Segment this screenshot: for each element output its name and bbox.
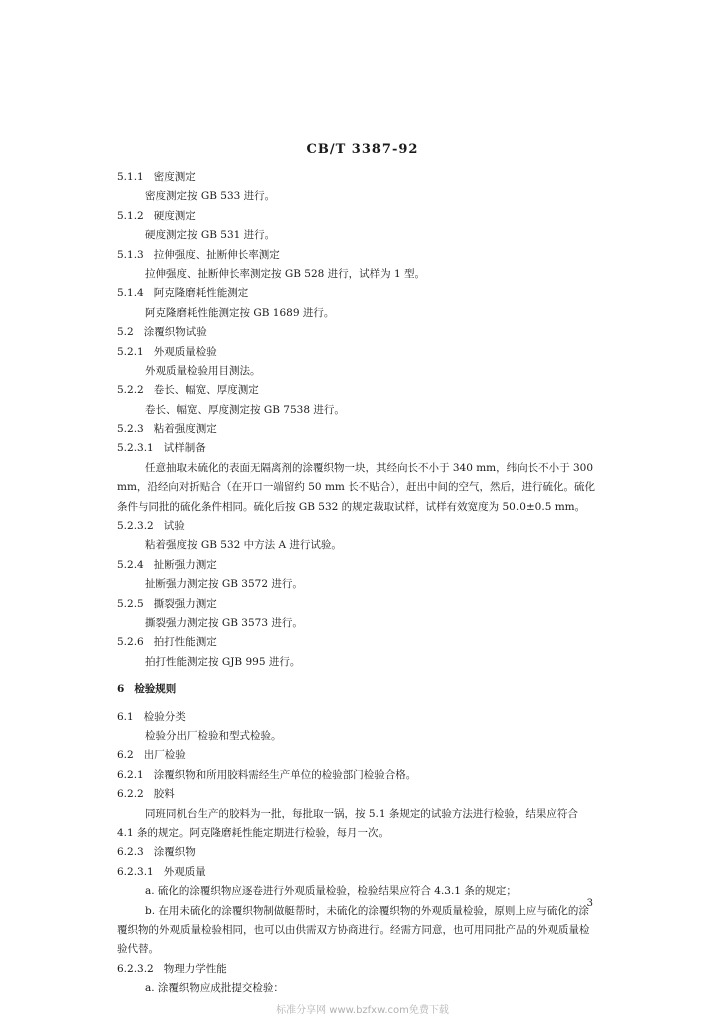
document-body bbox=[0, 168, 725, 999]
clause-number: 5.1.3 bbox=[117, 248, 144, 261]
clause-text: 卷长、幅宽、厚度测定按 GB 7538 进行。 bbox=[145, 403, 345, 416]
text-line bbox=[0, 536, 725, 555]
text-line bbox=[0, 187, 725, 206]
clause-text: 外观质量检验 bbox=[153, 345, 217, 358]
clause-text: 涂覆织物和所用胶料需经生产单位的检验部门检验合格。 bbox=[153, 768, 417, 781]
clause-text: 扯断强力测定 bbox=[153, 558, 217, 571]
text-line bbox=[0, 381, 725, 400]
text-line bbox=[0, 595, 725, 614]
clause-number: 5.2.3 bbox=[117, 423, 144, 436]
text-line bbox=[0, 708, 725, 727]
clause-text: 阿克隆磨耗性能测定 bbox=[153, 287, 249, 300]
clause-number: 6.2.2 bbox=[117, 788, 144, 801]
clause-number: 5.1.1 bbox=[117, 171, 144, 183]
text-line bbox=[0, 168, 725, 187]
clause-text: 拍打性能测定 bbox=[153, 636, 217, 649]
clause-number: 5.2.2 bbox=[117, 384, 144, 397]
text-line bbox=[0, 343, 725, 362]
text-line bbox=[0, 653, 725, 672]
clause-number: 5.2.6 bbox=[117, 636, 144, 649]
clause-number: 6.2.1 bbox=[117, 768, 144, 781]
text-line bbox=[0, 633, 725, 652]
clause-text: 出厂检验 bbox=[143, 749, 186, 762]
clause-text: 粘着强度按 GB 532 中方法 A 进行试验。 bbox=[145, 539, 342, 552]
text-line bbox=[0, 614, 725, 633]
section-6-heading bbox=[0, 680, 725, 699]
clause-text: 物理力学性能 bbox=[163, 962, 227, 975]
clause-text: 试样制备 bbox=[163, 442, 206, 455]
clause-number: 6.2 bbox=[117, 749, 134, 762]
standard-code-header: CB/T 3387-92 bbox=[306, 142, 419, 157]
block-6-2-3 bbox=[0, 843, 725, 882]
clause-text: 试验 bbox=[163, 520, 185, 533]
clause-text: 粘着强度测定 bbox=[153, 423, 217, 436]
text-line bbox=[0, 323, 725, 342]
clause-text: 卷长、幅宽、厚度测定 bbox=[153, 384, 259, 397]
section-title: 检验规则 bbox=[134, 683, 177, 696]
clause-text: 胶料 bbox=[153, 788, 175, 801]
text-line bbox=[0, 265, 725, 284]
block-5-1 bbox=[0, 168, 725, 459]
text-line bbox=[0, 362, 725, 381]
spacer bbox=[0, 700, 725, 708]
clause-number: 5.1.2 bbox=[117, 209, 144, 222]
clause-number: 5.2.5 bbox=[117, 597, 144, 610]
text-line bbox=[0, 785, 725, 804]
clause-number: 5.2.3.2 bbox=[117, 520, 154, 533]
clause-text: 硬度测定 bbox=[153, 209, 196, 222]
section-number: 6 bbox=[117, 683, 125, 696]
clause-text: 扯断强力测定按 GB 3572 进行。 bbox=[145, 578, 303, 591]
text-line bbox=[0, 863, 725, 882]
text-line bbox=[0, 226, 725, 245]
spacer bbox=[0, 672, 725, 680]
clause-text: 拉伸强度、扯断伸长率测定按 GB 528 进行，试样为 1 型。 bbox=[145, 267, 426, 280]
clause-number: 5.1.4 bbox=[117, 287, 144, 300]
clause-text: 涂覆织物试验 bbox=[143, 326, 207, 339]
paragraph-glue: 同班同机台生产的胶料为一批，每批取一锅，按 5.1 条规定的试验方法进行检验，结果应符合 4.1 条的规定。阿克隆磨耗性能定期进行检验，每月一次。 bbox=[117, 807, 578, 839]
clause-text: 阿克隆磨耗性能测定按 GB 1689 进行。 bbox=[145, 306, 335, 319]
clause-text: 检验分出厂检验和型式检验。 bbox=[145, 729, 282, 742]
clause-number: 6.2.3 bbox=[117, 846, 144, 859]
text-line bbox=[0, 843, 725, 862]
text-line bbox=[0, 556, 725, 575]
clause-text: 撕裂强力测定 bbox=[153, 597, 217, 610]
text-line bbox=[0, 517, 725, 536]
clause-text: 拍打性能测定按 GJB 995 进行。 bbox=[145, 655, 301, 668]
clause-number: 5.2.1 bbox=[117, 345, 144, 358]
clause-text: 密度测定 bbox=[153, 171, 196, 183]
text-line bbox=[0, 727, 725, 746]
clause-number: 6.1 bbox=[117, 710, 134, 723]
watermark-text: 标准分享网 www.bzfxw.com免费下载 bbox=[276, 1005, 449, 1016]
text-line bbox=[0, 746, 725, 765]
text-line bbox=[0, 420, 725, 439]
text-line bbox=[0, 766, 725, 785]
clause-text: 外观质量 bbox=[163, 865, 206, 878]
clause-number: 5.2 bbox=[117, 326, 134, 339]
clause-text: 密度测定按 GB 533 进行。 bbox=[145, 190, 276, 203]
text-line bbox=[0, 575, 725, 594]
block-6-2-3-2 bbox=[0, 960, 725, 979]
text-line bbox=[0, 284, 725, 303]
clause-text: 硬度测定按 GB 531 进行。 bbox=[145, 229, 276, 242]
list-item-a: a. 硫化的涂覆织物应逐卷进行外观质量检验，检验结果应符合 4.3.1 条的规定； bbox=[145, 885, 517, 898]
clause-text: 拉伸强度、扯断伸长率测定 bbox=[153, 248, 280, 261]
clause-text: 撕裂强力测定按 GB 3573 进行。 bbox=[145, 617, 303, 630]
text-line bbox=[0, 960, 725, 979]
clause-text: 涂覆织物 bbox=[153, 846, 196, 859]
clause-number: 5.2.4 bbox=[117, 558, 144, 571]
text-line bbox=[0, 401, 725, 420]
block-5-2 bbox=[0, 517, 725, 672]
list-item-b: b. 在用未硫化的涂覆织物制做艇帮时，未硫化的涂覆织物的外观质量检验，原则上应与硫化的涂覆织物的外观质量检验相同，也可以由供需双方协商进行。经需方同意，也可用同批产品的外观质量检验代替。 bbox=[117, 904, 590, 956]
page-number: 3 bbox=[586, 898, 593, 909]
clause-number: 5.2.3.1 bbox=[117, 442, 154, 455]
text-line bbox=[0, 439, 725, 458]
list-item-a2: a. 涂覆织物应成批提交检验： bbox=[145, 982, 284, 995]
clause-number: 6.2.3.2 bbox=[117, 962, 154, 975]
text-line bbox=[0, 246, 725, 265]
block-6-1 bbox=[0, 708, 725, 805]
paragraph-sample-prep: 任意抽取未硫化的表面无隔离剂的涂覆织物一块，其经向长不小于 340 mm，纬向长不小于 300 mm，沿经向对折贴合（在开口一端留约 50 mm 长不贴合），赶出中间的空气，然后，进行硫化。硫化条件与同批的硫化条件相同。硫化后按 GB 532 的规定裁取试样，试样有效宽度为 50.0±0.5 mm。 bbox=[117, 461, 595, 513]
clause-text: 检验分类 bbox=[143, 710, 186, 723]
text-line bbox=[0, 304, 725, 323]
text-line bbox=[0, 207, 725, 226]
clause-text: 外观质量检验用目测法。 bbox=[145, 364, 261, 377]
clause-number: 6.2.3.1 bbox=[117, 865, 154, 878]
